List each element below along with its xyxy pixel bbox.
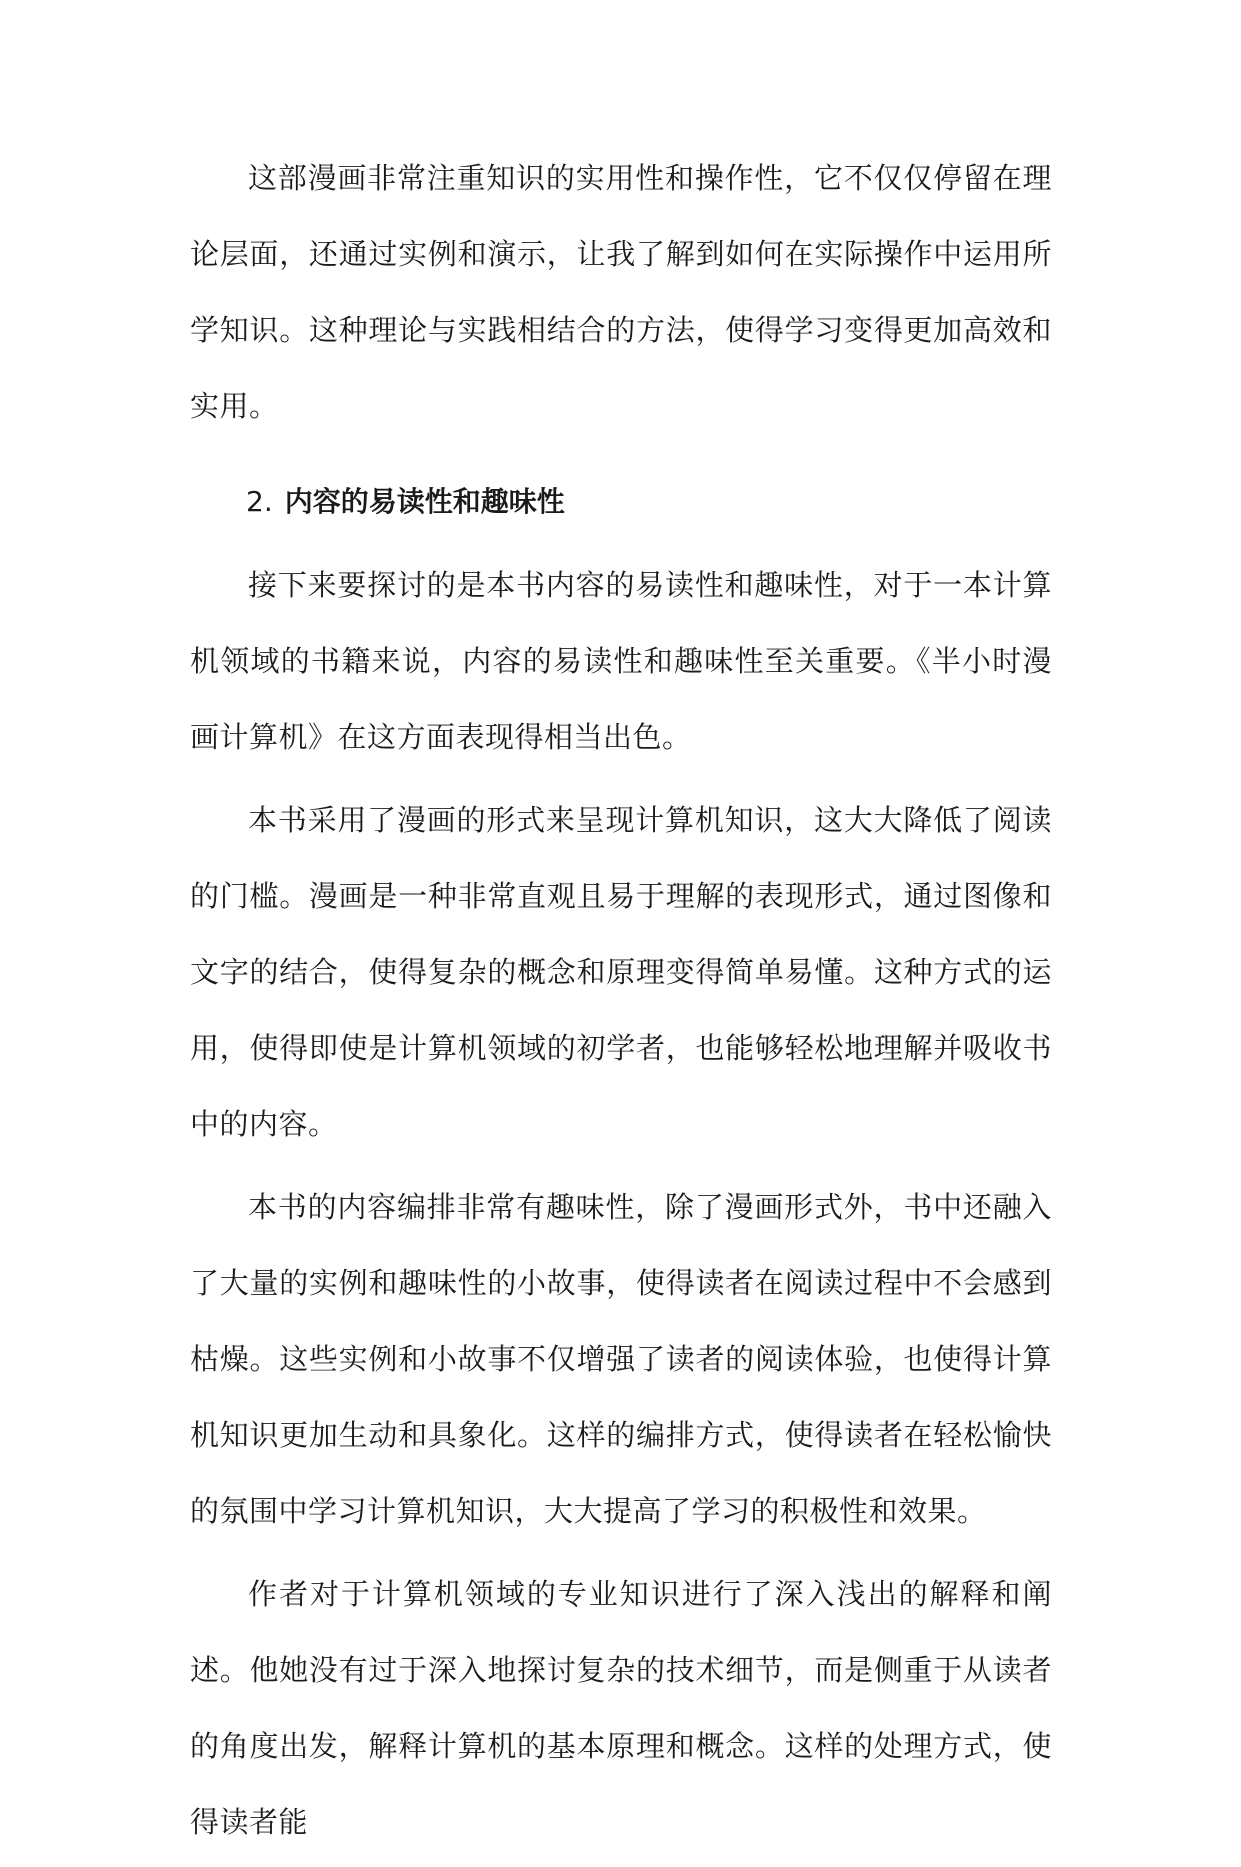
document-body	[190, 140, 1052, 1867]
section-title: 内容的易读性和趣味性	[284, 485, 565, 518]
paragraph-author-explanation: 作者对于计算机领域的专业知识进行了深入浅出的解释和阐述。他她没有过于深入地探讨复杂的技术细节，而是侧重于从读者的角度出发，解释计算机的基本原理和概念。这样的处理方式，使得读者能	[190, 1577, 1052, 1839]
paragraph-intro-readability: 接下来要探讨的是本书内容的易读性和趣味性，对于一本计算机领域的书籍来说，内容的易读性和趣味性至关重要。《半小时漫画计算机》在这方面表现得相当出色。	[190, 568, 1052, 754]
section-heading	[190, 464, 1052, 540]
paragraph-practicality: 这部漫画非常注重知识的实用性和操作性，它不仅仅停留在理论层面，还通过实例和演示，让我了解到如何在实际操作中运用所学知识。这种理论与实践相结合的方法，使得学习变得更加高效和实用。	[190, 161, 1052, 423]
paragraph-comic-format: 本书采用了漫画的形式来呈现计算机知识，这大大降低了阅读的门槛。漫画是一种非常直观且易于理解的表现形式，通过图像和文字的结合，使得复杂的概念和原理变得简单易懂。这种方式的运用，使得即使是计算机领域的初学者，也能够轻松地理解并吸收书中的内容。	[190, 803, 1052, 1141]
paragraph-content-arrangement: 本书的内容编排非常有趣味性，除了漫画形式外，书中还融入了大量的实例和趣味性的小故事，使得读者在阅读过程中不会感到枯燥。这些实例和小故事不仅增强了读者的阅读体验，也使得计算机知识更加生动和具象化。这样的编排方式，使得读者在轻松愉快的氛围中学习计算机知识，大大提高了学习的积极性和效果。	[190, 1190, 1052, 1528]
section-number: 2.	[246, 485, 273, 518]
